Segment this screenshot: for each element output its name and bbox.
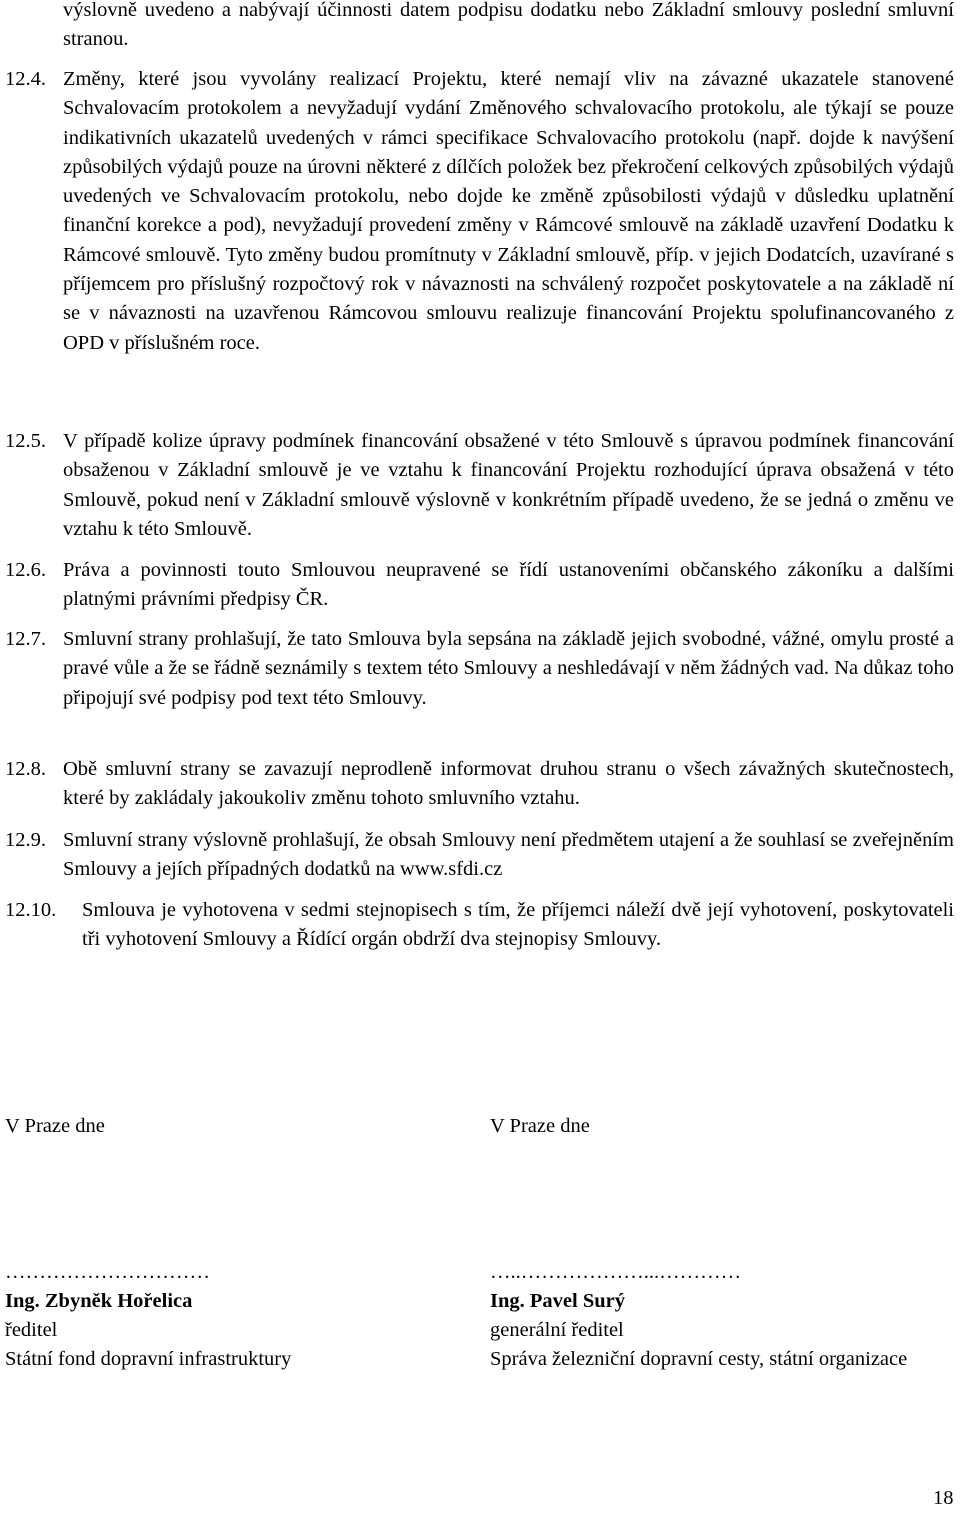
signature-right xyxy=(490,1112,590,1141)
clause-number: 12.4. xyxy=(5,68,46,90)
clause-text: Smluvní strany výslovně prohlašují, že obsah Smlouvy není předmětem utajení a že souhlasí se zveřejněním Smlouvy a jejích případných dodatků na www.sfdi.cz xyxy=(63,829,954,881)
signature-place: V Praze dne xyxy=(5,1115,105,1137)
clause-12-5 xyxy=(5,427,954,544)
continuation-text: výslovně uvedeno a nabývají účinnosti datem podpisu dodatku nebo Základní smlouvy poslední smluvní stranou. xyxy=(63,0,954,51)
clause-text: V případě kolize úpravy podmínek financování obsažené v této Smlouvě s úpravou podmínek financování obsaženou v Základní smlouvě je ve vztahu k financování Projektu rozhodující úprava obsažená v této Smlouvě, pokud není v Základní smlouvě výslovně v konkrétním případě uvedeno, že se jedná o změnu ve vztahu k této Smlouvě. xyxy=(63,430,954,540)
clause-12-9 xyxy=(5,826,954,885)
signatory-title: generální ředitel xyxy=(490,1319,624,1341)
clause-number: 12.10. xyxy=(5,899,57,921)
clause-12-7 xyxy=(5,625,954,713)
clause-12-4 xyxy=(5,65,954,358)
signature-line: ………………………… xyxy=(5,1261,210,1283)
clause-number: 12.7. xyxy=(5,628,46,650)
clause-number: 12.8. xyxy=(5,758,46,780)
signature-left xyxy=(5,1112,105,1141)
clause-12-8 xyxy=(5,755,954,814)
signature-block-left xyxy=(5,1258,291,1374)
clause-number: 12.9. xyxy=(5,829,46,851)
clause-text: Smluvní strany prohlašují, že tato Smlouva byla sepsána na základě jejich svobodné, vážné, omylu prosté a pravé vůle a že se řádně seznámily s textem této Smlouvy a neshledávají v něm žádných vad. Na důkaz toho připojují své podpisy pod text této Smlouvy. xyxy=(63,628,954,709)
signature-block-right xyxy=(490,1258,954,1374)
signatory-name: Ing. Pavel Surý xyxy=(490,1290,625,1312)
clause-number: 12.6. xyxy=(5,559,46,581)
clause-text: Práva a povinnosti touto Smlouvou neupravené se řídí ustanoveními občanského zákoníku a dalšími platnými právními předpisy ČR. xyxy=(63,559,954,611)
clause-number: 12.5. xyxy=(5,430,46,452)
clause-text: Obě smluvní strany se zavazují neprodleně informovat druhou stranu o všech závažných skutečnostech, které by zakládaly jakoukoliv změnu tohoto smluvního vztahu. xyxy=(63,758,954,810)
signatory-organization: Státní fond dopravní infrastruktury xyxy=(5,1348,292,1370)
signature-line: …..………………...………… xyxy=(490,1261,742,1283)
page-number: 18 xyxy=(933,1487,954,1509)
signatory-organization: Správa železniční dopravní cesty, státní organizace xyxy=(490,1348,908,1370)
clause-text: Změny, které jsou vyvolány realizací Projektu, které nemají vliv na závazné ukazatele stanovené Schvalovacím protokolem a nevyžadují vydání Změnového schvalovacího protokolu, ale týkají se pouze indikativních ukazatelů uvedených v rámci specifikace Schvalovacího protokolu (např. dojde k navýšení způsobilých výdajů pouze na úrovni některé z dílčích položek bez překročení celkových způsobilých výdajů uvedených ve Schvalovacím protokolu, nebo dojde ke změně způsobilosti výdajů v důsledku uplatnění finanční korekce a pod), nevyžadují provedení změny v Rámcové smlouvě na základě uzavření Dodatku k Rámcové smlouvě. Tyto změny budou promítnuty v Základní smlouvě, příp. v jejich Dodatcích, uzavírané s příjemcem pro příslušný rozpočtový rok v návaznosti na schválený rozpočet poskytovatele a na základě ní se v návaznosti na uzavřenou Rámcovou smlouvu realizuje financování Projektu spolufinancovaného z OPD v příslušném roce. xyxy=(63,68,954,354)
signatory-title: ředitel xyxy=(5,1319,58,1341)
signature-place: V Praze dne xyxy=(490,1115,590,1137)
clause-text: Smlouva je vyhotovena v sedmi stejnopisech s tím, že příjemci náleží dvě její vyhotovení, poskytovateli tři vyhotovení Smlouvy a Řídící orgán obdrží dva stejnopisy Smlouvy. xyxy=(82,899,954,951)
clause-12-10 xyxy=(5,896,954,955)
clause-12-6 xyxy=(5,556,954,615)
signatory-name: Ing. Zbyněk Hořelica xyxy=(5,1290,193,1312)
